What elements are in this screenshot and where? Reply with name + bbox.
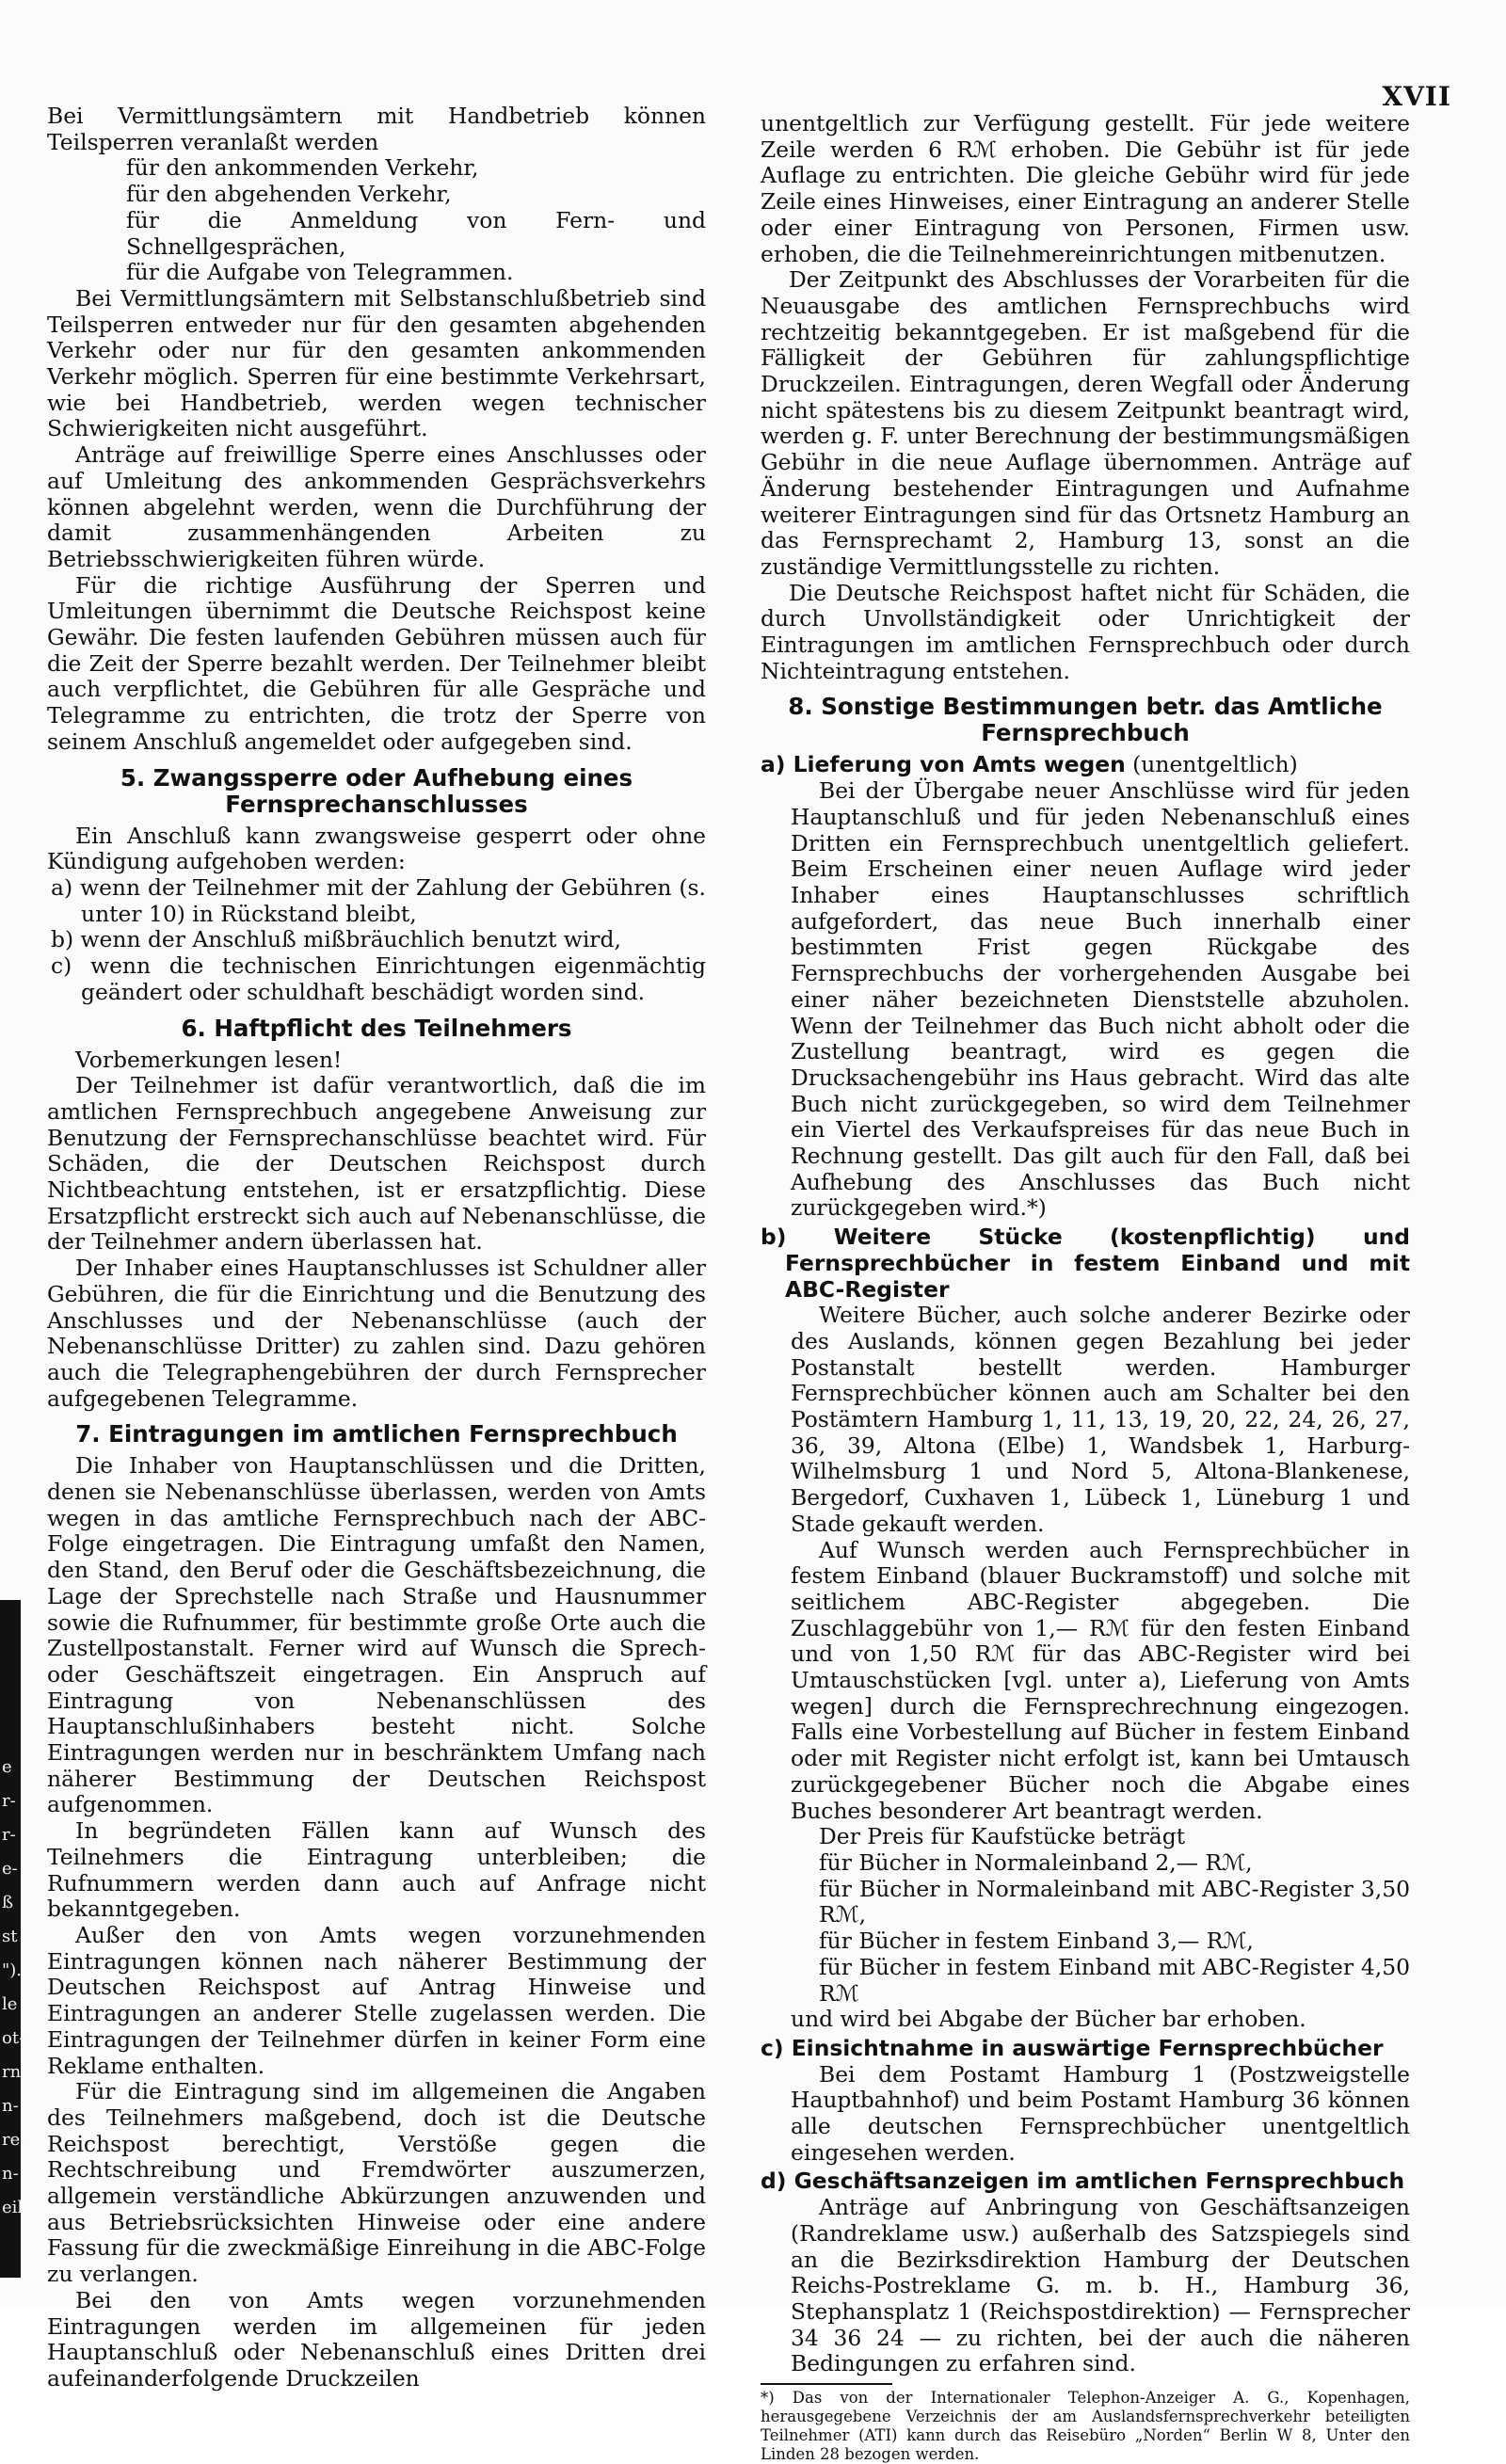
margin-fragment: r- — [2, 1825, 16, 1845]
paragraph: Für die Eintragung sind im allgemeinen die Angaben des Teilnehmers maßgebend, doch ist die Deutsche Reichspost berechtigt, Verstöße gegen die Rechtschreibung und Fremdwörter auszumerzen, allgemein verständliche Abkürzungen anzuwenden und aus Betriebsrücksichten Hinweise oder eine andere Fassung für die zweckmäßige Einreihung in die ABC-Folge zu verlangen. — [47, 2078, 706, 2288]
paragraph: Bei der Übergabe neuer Anschlüsse wird für jeden Hauptanschluß und für jeden Nebenanschluß eines Dritten ein Fernsprechbuch unentgeltlich geliefert. Beim Erscheinen einer neuen Auflage wird jeder Inhaber eines Hauptanschlusses schriftlich aufgefordert, das neue Buch innerhalb einer bestimmten Frist gegen Rückgabe des Fernsprechbuchs der vorhergehenden Ausgabe bei einer näher bezeichneten Dienststelle abzuholen. Wenn der Teilnehmer das Buch nicht abholt oder die Zustellung beantragt, wird es gegen die Drucksachengebühr ins Haus gebracht. Wird das alte Buch nicht zurückgegeben, so wird dem Teilnehmer ein Viertel des Verkaufspreises für das neue Buch in Rechnung gestellt. Das gilt auch für den Fall, daß bei Aufhebung des Anschlusses das Buch nicht zurückgegeben wird.*) — [791, 777, 1410, 1222]
paragraph: Auf Wunsch werden auch Fernsprechbücher in festem Einband (blauer Buckramstoff) und solche mit seitlichem ABC-Register abgegeben. Die Zuschlaggebühr von 1,— Rℳ für den festen Einband und von 1,50 Rℳ für das ABC-Register wird bei Umtauschstücken [vgl. unter a), Lieferung von Amts wegen] durch die Fernsprechrechnung eingezogen. Falls eine Vorbestellung auf Bücher in festem Einband oder mit Register nicht erfolgt ist, kann bei Umtausch zurückgegebener Bücher noch die Abgabe eines Buches besonderer Art beantragt werden. — [791, 1536, 1410, 1824]
list-item: für den abgehenden Verkehr, — [126, 181, 452, 208]
paragraph: Bei Vermittlungsämtern mit Selbstanschlußbetrieb sind Teilsperren entweder nur für den gesamten abgehenden Verkehr oder nur für den gesamten ankommenden Verkehr möglich. Sperren für eine bestimmte Verkehrsart, wie bei Handbetrieb, werden wegen technischer Schwierigkeiten nicht ausgeführt. — [47, 284, 706, 442]
margin-fragment: eil — [2, 2198, 24, 2217]
list-item: b) wenn der Anschluß mißbräuchlich benutzt wird, — [51, 926, 621, 953]
margin-fragment: ß — [2, 1893, 14, 1912]
section-heading-8: 8. Sonstige Bestimmungen betr. das Amtliche Fernsprechbuch — [788, 693, 1383, 747]
list-item: für den ankommenden Verkehr, — [126, 154, 479, 182]
paragraph: und wird bei Abgabe der Bücher bar erhoben. — [791, 2006, 1306, 2033]
right-column — [761, 111, 1410, 2464]
price-item: für Bücher in festem Einband 3,— Rℳ, — [819, 1928, 1254, 1955]
margin-fragments — [0, 1751, 30, 2225]
margin-fragment: r- — [2, 1791, 16, 1811]
margin-fragment: re- — [2, 2130, 26, 2150]
paragraph: Anträge auf Anbringung von Geschäftsanzeigen (Randreklame usw.) außerhalb des Satzspiegels sind an die Bezirksdirektion Hamburg der Deutschen Reichs-Postreklame G. m. b. H., Hamburg 36, Stephansplatz 1 (Reichspostdirektion) — Fernsprecher 34 36 24 — zu richten, bei der auch die näheren Bedingungen zu erfahren sind. — [791, 2194, 1410, 2377]
paragraph: Die Inhaber von Hauptanschlüssen und die Dritten, denen sie Nebenanschlüsse überlassen, werden von Amts wegen in das amtliche Fernsprechbuch nach der ABC-Folge eingetragen. Die Eintragung umfaßt den Namen, den Stand, den Beruf oder die Geschäftsbezeichnung, die Lage der Sprechstelle nach Straße und Hausnummer sowie die Rufnummer, für bestimmte große Orte auch die Zustellpostanstalt. Ferner wird auf Wunsch die Sprech- oder Geschäftszeit eingetragen. Ein Anspruch auf Eintragung von Nebenanschlüssen des Hauptanschlußinhabers besteht nicht. Solche Eintragungen werden nur in beschränktem Umfang nach näherer Bestimmung der Deutschen Reichspost aufgenommen. — [47, 1452, 706, 1818]
paragraph: Die Deutsche Reichspost haftet nicht für Schäden, die durch Unvollständigkeit oder Unrichtigkeit der Eintragungen im amtlichen Fernsprechbuch oder durch Nichteintragung entstehen. — [761, 579, 1410, 684]
section-heading-6: 6. Haftpflicht des Teilnehmers — [181, 1014, 572, 1042]
left-column — [47, 104, 706, 2392]
footnote: *) Das von der Internationaler Telephon-Anzeiger A. G., Kopenhagen, herausgegebene Verzeichnis der am Auslandsfernsprechverkehr beteiligten Teilnehmer (ATI) kann durch das Reisebüro „Norden“ Berlin W 8, Unter den Linden 28 bezogen werden. — [761, 2389, 1410, 2464]
margin-fragment: st — [2, 1927, 18, 1946]
paragraph: Weitere Bücher, auch solche anderer Bezirke oder des Auslands, können gegen Bezahlung bei jeder Postanstalt bestellt werden. Hamburger Fernsprechbücher können auch am Schalter bei den Postämtern Hamburg 1, 11, 13, 19, 20, 22, 24, 26, 27, 36, 39, Altona (Elbe) 1, Wandsbek 1, Harburg-Wilhelmsburg 1 und Nord 5, Altona-Blankenese, Bergedorf, Cuxhaven 1, Lübeck 1, Lüneburg 1 und Stade gekauft werden. — [791, 1302, 1410, 1537]
margin-fragment: "). — [2, 1960, 23, 1980]
paragraph: Bei den von Amts wegen vorzunehmenden Eintragungen werden im allgemeinen für jeden Hauptanschluß oder Nebenanschluß eines Dritten drei aufeinanderfolgende Druckzeilen — [47, 2286, 706, 2392]
page-number: XVII — [1382, 81, 1451, 112]
list-item: c) wenn die technischen Einrichtungen eigenmächtig geändert oder schuldhaft beschädigt worden sind. — [51, 952, 706, 1005]
paragraph: Ein Anschluß kann zwangsweise gesperrt oder ohne Kündigung aufgehoben werden: — [47, 822, 706, 875]
subsection-a-heading — [761, 752, 1410, 778]
margin-fragment: n- — [2, 2096, 19, 2116]
paragraph: Bei dem Postamt Hamburg 1 (Postzweigstelle Hauptbahnhof) und beim Postamt Hamburg 36 können alle deutschen Fernsprechbücher unentgeltlich eingesehen werden. — [791, 2060, 1410, 2166]
section-heading-5: 5. Zwangssperre oder Aufhebung eines Fernsprechanschlusses — [120, 763, 633, 818]
subsection-a-title: a) Lieferung von Amts wegen — [761, 751, 1126, 778]
paragraph: Außer den von Amts wegen vorzunehmenden Eintragungen können nach näherer Bestimmung der Deutschen Reichspost auf Antrag Hinweise und Eintragungen an anderer Stelle zugelassen werden. Die Eintragungen der Teilnehmer dürfen in keiner Form eine Reklame enthalten. — [47, 1922, 706, 2079]
paragraph: Der Inhaber eines Hauptanschlusses ist Schuldner aller Gebühren, die für die Einrichtung und die Benutzung des Anschlusses und der Nebenanschlüsse (auch der Nebenanschlüsse Dritter) zu zahlen sind. Dazu gehören auch die Telegraphengebühren der durch Fernsprecher aufgegebenen Telegramme. — [47, 1255, 706, 1412]
margin-fragment: rn — [2, 2062, 22, 2082]
section-heading-7: 7. Eintragungen im amtlichen Fernsprechbuch — [75, 1420, 678, 1448]
paragraph: Der Preis für Kaufstücke beträgt — [819, 1823, 1186, 1850]
price-item: für Bücher in festem Einband mit ABC-Register 4,50 Rℳ — [819, 1953, 1410, 2007]
subsection-a-note: (unentgeltlich) — [1125, 751, 1298, 778]
paragraph: Der Zeitpunkt des Abschlusses der Vorarbeiten für die Neuausgabe des amtlichen Fernsprechbuchs wird rechtzeitig bekanntgegeben. Er ist maßgebend für die Fälligkeit der Gebühren für zahlungspflichtige Druckzeilen. Eintragungen, deren Wegfall oder Änderung nicht spätestens bis zu diesem Zeitpunkt beantragt wird, werden g. F. unter Berechnung der bestimmungsmäßigen Gebühr in die neue Auflage übernommen. Anträge auf Änderung bestehender Eintragungen und Aufnahme weiterer Eintragungen sind für das Ortsnetz Hamburg an das Fernsprechamt 2, Hamburg 13, sonst an die zuständige Vermittlungsstelle zu richten. — [761, 266, 1410, 580]
paragraph: In begründeten Fällen kann auf Wunsch des Teilnehmers die Eintragung unterbleiben; die Rufnummern werden dann auch auf Anfrage nicht bekanntgegeben. — [47, 1817, 706, 1923]
margin-fragment: e — [2, 1757, 12, 1777]
paragraph: Anträge auf freiwillige Sperre eines Anschlusses oder auf Umleitung des ankommenden Gesprächsverkehrs können abgelehnt werden, wenn die Durchführung der damit zusammenhängenden Arbeiten zu Betriebsschwierigkeiten führen würde. — [47, 441, 706, 572]
subsection-b-heading: b) Weitere Stücke (kostenpflichtig) und Fernsprechbücher in festem Einband und mit ABC-Register — [761, 1224, 1410, 1303]
margin-fragment: le — [2, 1994, 18, 2014]
list-item: a) wenn der Teilnehmer mit der Zahlung der Gebühren (s. unter 10) in Rückstand bleibt, — [51, 873, 706, 927]
subsection-d-heading: d) Geschäftsanzeigen im amtlichen Fernsprechbuch — [761, 2168, 1405, 2195]
paragraph: Bei Vermittlungsämtern mit Handbetrieb können Teilsperren veranlaßt werden — [47, 103, 706, 155]
paragraph: Für die richtige Ausführung der Sperren und Umleitungen übernimmt die Deutsche Reichspost keine Gewähr. Die festen laufenden Gebühren müssen auch für die Zeit der Sperre bezahlt werden. Der Teilnehmer bleibt auch verpflichtet, die Gebühren für alle Gespräche und Telegramme zu entrichten, die trotz der Sperre von seinem Anschluß angemeldet oder aufgegeben sind. — [47, 571, 706, 755]
paragraph: Vorbemerkungen lesen! — [75, 1046, 343, 1073]
paragraph: Der Teilnehmer ist dafür verantwortlich, daß die im amtlichen Fernsprechbuch angegebene Anweisung zur Benutzung der Fernsprechanschlüsse beachtet wird. Für Schäden, die der Deutschen Reichspost durch Nichtbeachtung entstehen, ist er ersatzpflichtig. Diese Ersatzpflicht erstreckt sich auch auf Nebenanschlüsse, die der Teilnehmer andern überlassen hat. — [47, 1072, 706, 1256]
footnote-divider — [761, 2383, 892, 2385]
subsection-c-heading: c) Einsichtnahme in auswärtige Fernsprechbücher — [761, 2034, 1384, 2061]
margin-fragment: e- — [2, 1859, 18, 1879]
list-item: für die Anmeldung von Fern- und Schnellgesprächen, — [126, 206, 706, 260]
list-item: für die Aufgabe von Telegrammen. — [126, 259, 514, 286]
paragraph: unentgeltlich zur Verfügung gestellt. Für jede weitere Zeile werden 6 Rℳ erhoben. Die Gebühr ist für jede Auflage zu entrichten. Die gleiche Gebühr wird für jede Zeile eines Hinweises, einer Eintragung an anderer Stelle oder einer Eintragung von Personen, Firmen usw. erhoben, die die Teilnehmereinrichtungen mitbenutzen. — [761, 110, 1410, 267]
margin-fragment: ot- — [2, 2028, 25, 2048]
price-item: für Bücher in Normaleinband 2,— Rℳ, — [819, 1849, 1253, 1876]
margin-fragment: n- — [2, 2164, 19, 2184]
price-item: für Bücher in Normaleinband mit ABC-Register 3,50 Rℳ, — [819, 1875, 1410, 1928]
